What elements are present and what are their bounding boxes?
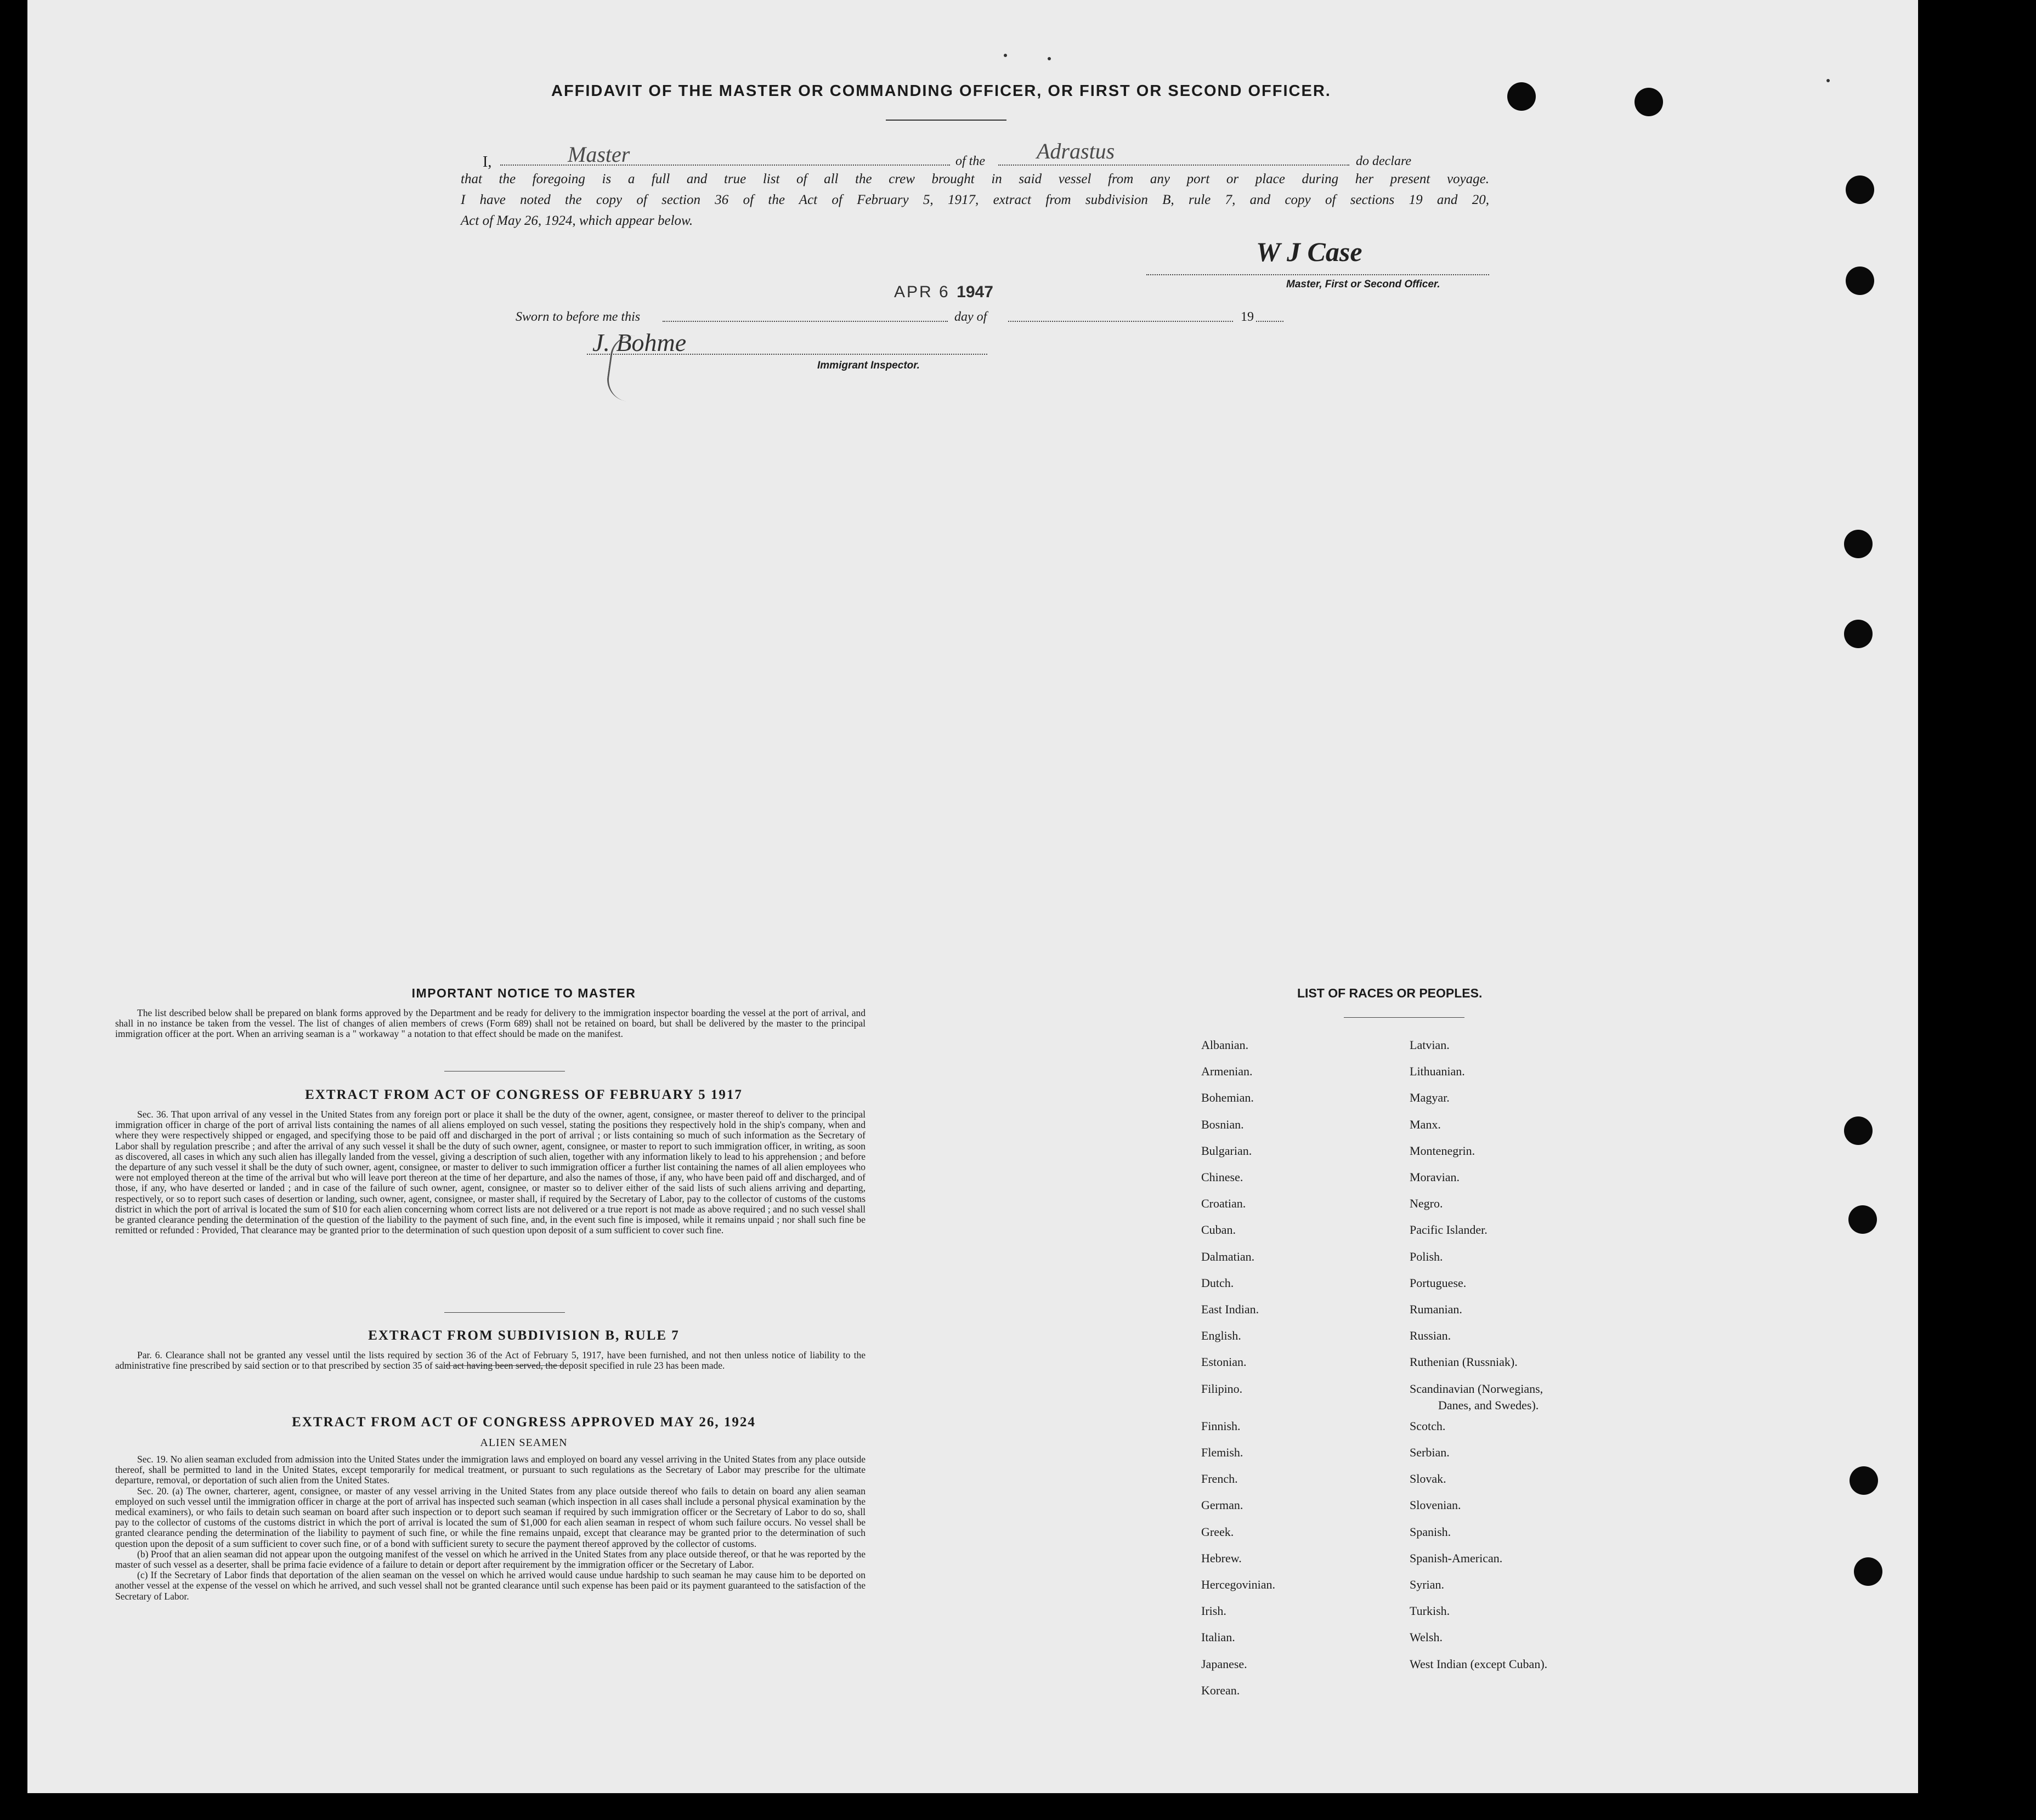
affidavit-title: AFFIDAVIT OF THE MASTER OR COMMANDING OFFICER, OR FIRST OR SECOND OFFICER. bbox=[551, 82, 1331, 100]
i-field-value: Master bbox=[568, 142, 630, 167]
race-item: Croatian. bbox=[1201, 1197, 1246, 1211]
race-item: Magyar. bbox=[1410, 1091, 1450, 1105]
extract-1917-text bbox=[115, 1109, 866, 1235]
race-item: Montenegrin. bbox=[1410, 1143, 1475, 1158]
declaration-text bbox=[461, 169, 1489, 231]
race-item: Welsh. bbox=[1410, 1630, 1443, 1645]
race-item: Estonian. bbox=[1201, 1355, 1247, 1369]
sec36-paragraph: Sec. 36. That upon arrival of any vessel in the United States from any foreign port or place it shall be the duty of the owner, agent, consignee, or master thereof to deliver to the principal immigration officer in charge of the port of arrival lists containing the names of all aliens employed on such vessel, stating the positions they respectively hold in the ship's company, when and where they were respectively shipped or engaged, and specifying those to be paid off and discharged in the port of arrival ; or lists containing so much of such information as the Secretary of Labor shall by regulation prescribe ; and after the arrival of any such vessel it shall be the duty of such owner, agent, consignee, or master to report to such immigration officer, in writing, as soon as discovered, all cases in which any such alien has illegally landed from the vessel, giving a description of such alien, together with any information likely to lead to his apprehension ; and before the departure of any such vessel it shall be the duty of such owner, agent, consignee, or master to deliver to such immigration officer a further list containing the names of all alien employees who were not employed thereon at the time of the arrival but who will leave port thereon at the time of her departure, and also the names of those, if any, who have been paid off and discharged, and of those, if any, who have deserted or landed ; and in case of the failure of such owner, agent, consignee, or master so to deliver either of the said lists of such aliens arriving and departing, respectively, or so to report such cases of desertion or landing, such owner, agent, consignee, or master shall, if required by the Secretary of Labor, pay to the collector of customs of the customs district in which the port of arrival is located the sum of $10 for each alien concerning whom correct lists are not delivered or a true report is not made as above required ; and no such vessel shall be granted clearance pending the determination of the question of the liability to the payment of such fine, and, in the event such fine is imposed, while it remains unpaid ; nor shall such fine be remitted or refunded : Provided, That clearance may be granted prior to the determination of such question upon deposit of a sum sufficient to cover such fine. bbox=[115, 1109, 866, 1236]
race-item: Korean. bbox=[1201, 1683, 1240, 1697]
vessel-field-line bbox=[998, 165, 1349, 166]
race-item: Latvian. bbox=[1410, 1038, 1450, 1052]
race-item: Turkish. bbox=[1410, 1604, 1450, 1618]
inspector-signature: J. Bohme bbox=[592, 328, 687, 356]
title-divider bbox=[886, 120, 1006, 121]
signature-line bbox=[1146, 274, 1489, 275]
race-item: Polish. bbox=[1410, 1249, 1443, 1263]
extract-rule7-heading: EXTRACT FROM SUBDIVISION B, RULE 7 bbox=[368, 1328, 680, 1343]
master-signature: W J Case bbox=[1256, 236, 1362, 267]
extract-rule7-text bbox=[115, 1350, 866, 1371]
extract-1924-subheading: ALIEN SEAMEN bbox=[480, 1437, 568, 1449]
divider bbox=[444, 1312, 565, 1313]
sec20a-paragraph: Sec. 20. (a) The owner, charterer, agent, consignee, or master of any vessel arriving in the United States from any place outside thereof who fails to detain on board any alien seaman employed on such vessel until the immigration officer in charge at the port of arrival has inspected such seaman (which inspection in all cases shall include a personal physical examination by the medical examiners), or who fails to detain such seaman on board after such inspection or to deport such seaman if required by such immigration officer or the Secretary of Labor to do so, shall pay to the collector of customs of the customs district in which the port of arrival is located the sum of $1,000 for each alien seaman in respect of whom such failure occurs. No vessel shall be granted clearance pending the determination of the liability to payment of such fine, or while the fine remains unpaid, except that clearance may be granted prior to the determination of such question upon the deposit of a sum sufficient to cover such fine, or of a bond with sufficient surety to secure the payment thereof approved by the collector of customs. bbox=[115, 1485, 866, 1549]
race-item: Serbian. bbox=[1410, 1445, 1450, 1459]
race-item: Bosnian. bbox=[1201, 1117, 1244, 1131]
notice-heading: IMPORTANT NOTICE TO MASTER bbox=[411, 986, 636, 1000]
race-item: Cuban. bbox=[1201, 1223, 1236, 1237]
extract-1924-heading: EXTRACT FROM ACT OF CONGRESS APPROVED MAY 26, 1924 bbox=[292, 1415, 756, 1430]
race-item: Bulgarian. bbox=[1201, 1143, 1252, 1158]
punch-hole bbox=[1846, 267, 1874, 295]
race-item: Manx. bbox=[1410, 1117, 1441, 1131]
speck bbox=[1826, 79, 1830, 82]
sec20b-paragraph: (b) Proof that an alien seaman did not appear upon the outgoing manifest of the vessel on which he arrived in the United States from any place outside thereof, or that he was reported by the master of such vessel as a deserter, shall be prima facie evidence of a failure to detain or deport after requirement by the immigration officer or the Secretary of Labor. bbox=[115, 1548, 866, 1570]
race-item: Albanian. bbox=[1201, 1038, 1249, 1052]
extract-1917-heading: EXTRACT FROM ACT OF CONGRESS OF FEBRUARY 5 1917 bbox=[305, 1087, 743, 1102]
race-item: Ruthenian (Russniak). bbox=[1410, 1355, 1518, 1369]
signature-caption: Master, First or Second Officer. bbox=[1286, 279, 1440, 290]
punch-hole bbox=[1844, 620, 1873, 648]
inspector-line bbox=[587, 354, 987, 355]
race-item: Armenian. bbox=[1201, 1064, 1253, 1079]
divider bbox=[444, 1365, 565, 1366]
rule7-paragraph: Par. 6. Clearance shall not be granted any vessel until the lists required by section 36 of the Act of February 5, 1917, have been furnished, and not then unless notice of liability to the administrative fine prescribed by said section or to that prescribed by section 35 of said act having been served, the deposit specified in rule 23 has been made. bbox=[115, 1350, 866, 1371]
race-item: Slovenian. bbox=[1410, 1498, 1461, 1512]
race-item: Spanish. bbox=[1410, 1524, 1451, 1539]
declaration-line: Act of May 26, 1924, which appear below. bbox=[461, 213, 693, 228]
document-page bbox=[27, 0, 1918, 1793]
sworn-day-line bbox=[663, 321, 948, 322]
race-item: Greek. bbox=[1201, 1524, 1234, 1539]
vessel-field-value: Adrastus bbox=[1037, 139, 1115, 163]
race-item: Hercegovinian. bbox=[1201, 1578, 1275, 1591]
extract-1924-text bbox=[115, 1454, 866, 1602]
divider bbox=[1344, 1017, 1464, 1018]
punch-hole bbox=[1854, 1557, 1882, 1586]
races-heading: LIST OF RACES OR PEOPLES. bbox=[1297, 986, 1483, 1000]
race-item: Slovak. bbox=[1410, 1472, 1446, 1486]
sworn-month-line bbox=[1008, 321, 1233, 322]
sworn-label: Sworn to before me this bbox=[516, 310, 641, 324]
punch-hole bbox=[1846, 175, 1874, 204]
race-item: Scotch. bbox=[1410, 1419, 1446, 1433]
race-item: Irish. bbox=[1201, 1604, 1226, 1618]
race-item: Spanish-American. bbox=[1410, 1551, 1503, 1565]
do-declare-label: do declare bbox=[1356, 154, 1412, 168]
punch-hole bbox=[1635, 88, 1663, 116]
day-of-label: day of bbox=[954, 310, 987, 324]
inspector-caption: Immigrant Inspector. bbox=[817, 360, 920, 371]
race-item: Scandinavian (Norwegians, bbox=[1410, 1381, 1543, 1396]
race-item: English. bbox=[1201, 1329, 1241, 1343]
punch-hole bbox=[1507, 82, 1536, 111]
race-item: Dutch. bbox=[1201, 1275, 1234, 1290]
race-item: Filipino. bbox=[1201, 1381, 1243, 1396]
race-item: Russian. bbox=[1410, 1329, 1451, 1343]
race-item: Moravian. bbox=[1410, 1170, 1460, 1184]
sec19-paragraph: Sec. 19. No alien seaman excluded from admission into the United States under the immigration laws and employed on board any vessel arriving in the United States from any place outside thereof, shall be permitted to land in the United States, except temporarily for medical treatment, or pursuant to such regulations as the Secretary of Labor may prescribe for the ultimate departure, removal, or deportation of such alien from the United States. bbox=[115, 1454, 866, 1486]
punch-hole bbox=[1844, 1116, 1873, 1145]
race-item: Finnish. bbox=[1201, 1419, 1241, 1433]
race-item: Syrian. bbox=[1410, 1578, 1444, 1591]
sec20c-paragraph: (c) If the Secretary of Labor finds that deportation of the alien seaman on the vessel on which he arrived would cause undue hardship to such seaman he may cause him to be deported on another vessel at the expense of the vessel on which he arrived, and such vessel shall not be granted clearance until such expense has been paid or its payment guaranteed to the satisfaction of the Secretary of Labor. bbox=[115, 1569, 866, 1602]
race-item: German. bbox=[1201, 1498, 1243, 1512]
notice-paragraph: The list described below shall be prepared on blank forms approved by the Department and be ready for delivery to the immigration inspector boarding the vessel at the port of arrival, and shall in no instance be taken from the vessel. The list of changes of alien members of crews (Form 689) shall not be retained on board, but shall be delivered by the master to the principal immigration officer at the port. When an arriving seaman is a " workaway " a notation to that effect should be made on the manifest. bbox=[115, 1007, 866, 1040]
race-item: Dalmatian. bbox=[1201, 1249, 1255, 1263]
race-item: Flemish. bbox=[1201, 1445, 1243, 1459]
race-item: Japanese. bbox=[1201, 1657, 1247, 1671]
declaration-line: that the foregoing is a full and true list of all the crew brought in said vessel from any port or place during her present voyage. bbox=[461, 172, 1489, 186]
of-the-label: of the bbox=[955, 154, 985, 168]
year-prefix: 19 bbox=[1241, 310, 1254, 324]
race-item: Negro. bbox=[1410, 1197, 1443, 1211]
i-label: I, bbox=[483, 154, 492, 171]
punch-hole bbox=[1844, 530, 1873, 558]
race-item: Rumanian. bbox=[1410, 1302, 1462, 1316]
race-item: Portuguese. bbox=[1410, 1275, 1467, 1290]
declaration-line: I have noted the copy of section 36 of the Act of February 5, 1917, extract from subdivision B, rule 7, and copy of sections 19 and 20, bbox=[461, 192, 1489, 207]
race-item: French. bbox=[1201, 1472, 1238, 1486]
notice-text bbox=[115, 1008, 866, 1040]
punch-hole bbox=[1850, 1466, 1878, 1495]
race-item: Pacific Islander. bbox=[1410, 1223, 1488, 1237]
speck bbox=[1004, 54, 1007, 57]
date-stamp-year: 1947 bbox=[957, 283, 993, 301]
date-stamp-month: APR 6 bbox=[894, 283, 950, 301]
race-item: West Indian (except Cuban). bbox=[1410, 1657, 1548, 1671]
race-item: Hebrew. bbox=[1201, 1551, 1242, 1565]
year-line bbox=[1256, 321, 1283, 322]
race-item: Italian. bbox=[1201, 1630, 1235, 1645]
race-item: Bohemian. bbox=[1201, 1091, 1254, 1105]
race-item: Lithuanian. bbox=[1410, 1064, 1465, 1079]
speck bbox=[1048, 57, 1051, 60]
race-item: Danes, and Swedes). bbox=[1438, 1398, 1539, 1412]
race-item: East Indian. bbox=[1201, 1302, 1259, 1316]
race-item: Chinese. bbox=[1201, 1170, 1243, 1184]
date-stamp bbox=[894, 283, 993, 302]
punch-hole bbox=[1848, 1205, 1877, 1234]
